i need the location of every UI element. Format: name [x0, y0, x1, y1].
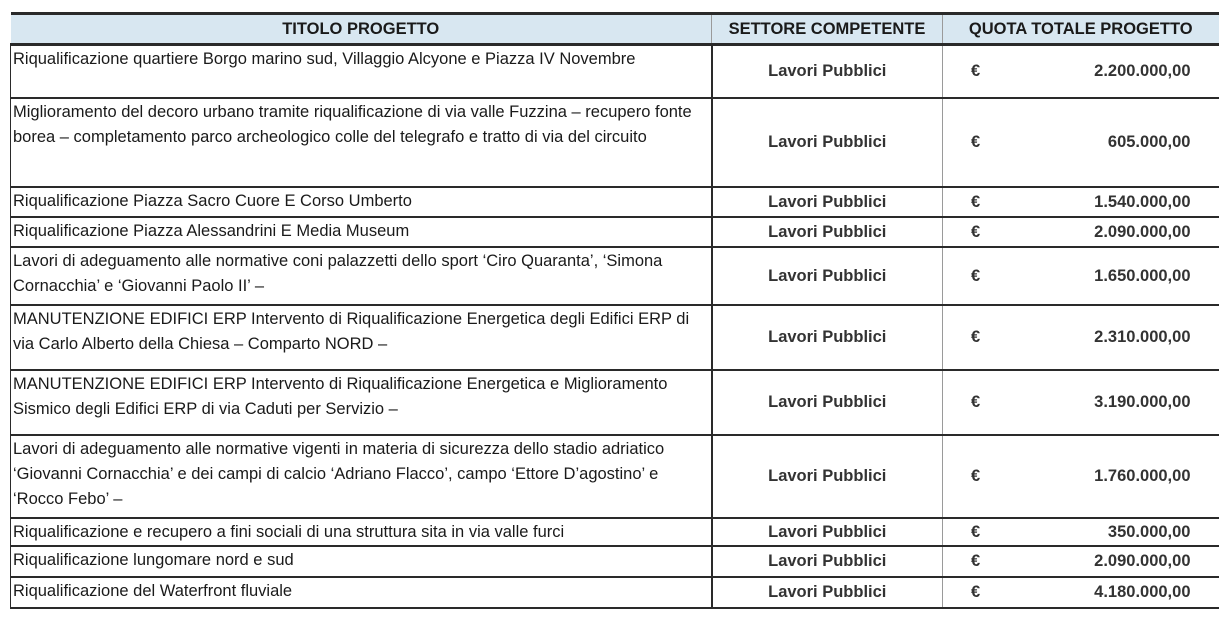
project-amount-cell	[943, 577, 1219, 608]
currency-symbol: €	[971, 328, 981, 346]
projects-table	[10, 12, 1219, 609]
project-sector: Lavori Pubblici	[712, 98, 943, 187]
project-amount: 350.000,00	[1107, 522, 1191, 541]
project-amount: 3.190.000,00	[1094, 393, 1191, 411]
project-title: Miglioramento del decoro urbano tramite riqualificazione di via valle Fuzzina – recupero fonte borea – completamento parco archeologico colle del telegrafo e tratto di via del circuito	[11, 98, 712, 187]
project-sector: Lavori Pubblici	[712, 187, 943, 217]
project-amount: 2.310.000,00	[1094, 328, 1191, 346]
project-title: Lavori di adeguamento alle normative coni palazzetti dello sport ‘Ciro Quaranta’, ‘Simona Cornacchia’ e ‘Giovanni Paolo II’ –	[11, 247, 712, 305]
project-title: Riqualificazione Piazza Alessandrini E Media Museum	[11, 217, 712, 247]
project-amount: 1.760.000,00	[1094, 467, 1191, 485]
project-amount-cell	[943, 45, 1219, 99]
table-row	[11, 577, 1219, 608]
project-title: Riqualificazione e recupero a fini sociali di una struttura sita in via valle furci	[11, 518, 712, 546]
project-amount-cell	[943, 546, 1219, 577]
currency-symbol: €	[971, 133, 981, 151]
table-row	[11, 187, 1219, 217]
project-sector: Lavori Pubblici	[712, 247, 943, 305]
project-amount-cell	[943, 370, 1219, 435]
currency-symbol: €	[971, 552, 981, 570]
project-amount-cell	[943, 518, 1219, 546]
currency-symbol: €	[971, 192, 981, 211]
project-amount: 1.650.000,00	[1094, 266, 1191, 285]
project-sector: Lavori Pubblici	[712, 546, 943, 577]
table-header-row	[11, 14, 1219, 45]
project-sector: Lavori Pubblici	[712, 45, 943, 99]
table-row	[11, 435, 1219, 518]
table-row	[11, 98, 1219, 187]
project-amount-cell	[943, 98, 1219, 187]
project-sector: Lavori Pubblici	[712, 370, 943, 435]
currency-symbol: €	[971, 222, 981, 241]
project-amount: 2.200.000,00	[1094, 62, 1191, 80]
project-title: MANUTENZIONE EDIFICI ERP Intervento di Riqualificazione Energetica e Miglioramento Sismico degli Edifici ERP di via Caduti per Servizio –	[11, 370, 712, 435]
project-amount-cell	[943, 247, 1219, 305]
project-title: Riqualificazione quartiere Borgo marino sud, Villaggio Alcyone e Piazza IV Novembre	[11, 45, 712, 99]
currency-symbol: €	[971, 522, 981, 541]
project-amount-cell	[943, 217, 1219, 247]
project-amount: 1.540.000,00	[1094, 192, 1191, 211]
table-row	[11, 546, 1219, 577]
table-row	[11, 370, 1219, 435]
project-sector: Lavori Pubblici	[712, 217, 943, 247]
project-title: MANUTENZIONE EDIFICI ERP Intervento di Riqualificazione Energetica degli Edifici ERP di via Carlo Alberto della Chiesa – Comparto NORD –	[11, 305, 712, 370]
project-amount: 2.090.000,00	[1094, 552, 1191, 570]
header-sector: SETTORE COMPETENTE	[712, 14, 943, 45]
currency-symbol: €	[971, 62, 981, 80]
project-amount: 4.180.000,00	[1094, 583, 1191, 601]
project-amount: 2.090.000,00	[1094, 222, 1191, 241]
project-amount-cell	[943, 305, 1219, 370]
currency-symbol: €	[971, 467, 981, 485]
currency-symbol: €	[971, 266, 981, 285]
table-row	[11, 518, 1219, 546]
project-amount-cell	[943, 435, 1219, 518]
table-row	[11, 305, 1219, 370]
currency-symbol: €	[971, 393, 981, 411]
header-amount: QUOTA TOTALE PROGETTO	[943, 14, 1219, 45]
project-sector: Lavori Pubblici	[712, 577, 943, 608]
table-row	[11, 217, 1219, 247]
project-title: Riqualificazione del Waterfront fluviale	[11, 577, 712, 608]
currency-symbol: €	[971, 583, 981, 601]
project-amount-cell	[943, 187, 1219, 217]
project-title: Lavori di adeguamento alle normative vigenti in materia di sicurezza dello stadio adriatico ‘Giovanni Cornacchia’ e dei campi di calcio ‘Adriano Flacco’, campo ‘Ettore D’agostino’ e ‘Rocco Febo’ –	[11, 435, 712, 518]
header-title: TITOLO PROGETTO	[11, 14, 712, 45]
project-sector: Lavori Pubblici	[712, 305, 943, 370]
project-title: Riqualificazione lungomare nord e sud	[11, 546, 712, 577]
table-row	[11, 45, 1219, 99]
project-sector: Lavori Pubblici	[712, 435, 943, 518]
table-row	[11, 247, 1219, 305]
project-title: Riqualificazione Piazza Sacro Cuore E Corso Umberto	[11, 187, 712, 217]
project-sector: Lavori Pubblici	[712, 518, 943, 546]
project-amount: 605.000,00	[1107, 133, 1191, 151]
